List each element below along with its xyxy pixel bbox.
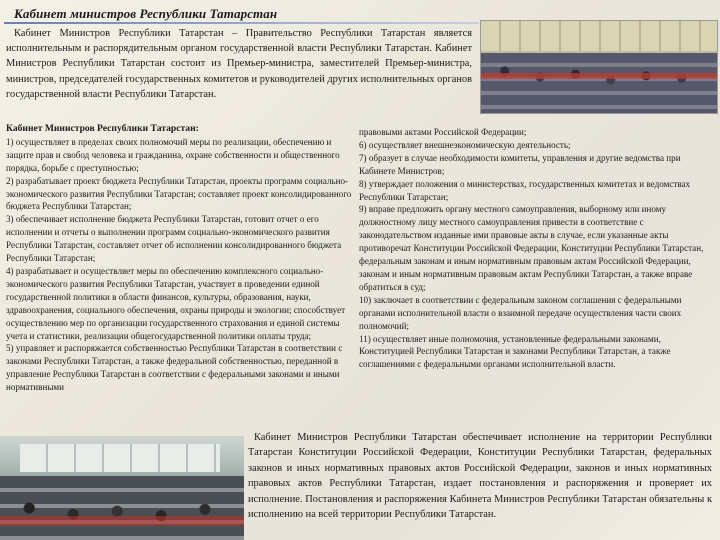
power-item: 3) обеспечивает исполнение бюджета Республики Татарстан, готовит отчет о его исполнении и отчеты о выполнении программ социально-экономического развития Республики Татарстан, составляет отчет об исполнении консолидированного бюджета Республики Татарстан; [6, 214, 342, 264]
power-item: 10) заключает в соответствии с федеральным законом соглашения с федеральными органами исполнительной власти о взаимной передаче осуществления части своих полномочий; [359, 294, 682, 331]
session-photo-top [480, 20, 718, 114]
intro-paragraph: Кабинет Министров Республики Татарстан – Правительство Республики Татарстан является исполнительным и распорядительным органом государственной власти Республики Татарстан. Кабинет Министров Республики Татарстан состоит из Премьер-министра, заместителей Премьер-министра, министров, председателей государственных комитетов и руководителей других исполнительных органов государственной власти Республики Татарстан. [6, 28, 472, 100]
power-item: 11) осуществляет иные полномочия, установленные федеральными законами, Конституцией Республики Татарстан и законами Республики Татарстан, а также соглашениями с федеральными органами исполнительной власти. [359, 333, 671, 370]
page-title: Кабинет министров Республики Татарстан [14, 6, 278, 21]
powers-heading: Кабинет Министров Республики Татарстан: [6, 123, 199, 134]
title-underline [4, 22, 479, 24]
session-photo-bottom [0, 436, 244, 540]
power-item: 5) управляет и распоряжается собственностью Республики Татарстан в соответствии с законами Республики Татарстан, а также федеральной собственностью, переданной в управление Республики Татарстан в соответствии с федеральными законами и иными нормативными [6, 343, 343, 393]
power-item: 7) образует в случае необходимости комитеты, управления и другие ведомства при Кабинете Министров; [359, 152, 681, 176]
power-item: 4) разрабатывает и осуществляет меры по обеспечению комплексного социально-экономического развития Республики Татарстан, участвует в проведении единой государственной политики в области финансов, культуры, образования, науки, здравоохранения, социального обеспечения, охраны природы и экологии; способствует осуществлению мер по организации государственного страхования и единой системы учета и статистики, реализации общегосударственной политики оплаты труда; [6, 265, 346, 341]
powers-right-column [359, 126, 711, 371]
power-item: 1) осуществляет в пределах своих полномочий меры по реализации, обеспечению и защите прав и свобод человека и гражданина, охране собственности и общественного порядка, борьбе с преступностью; [6, 136, 340, 173]
power-item: 6) осуществляет внешнеэкономическую деятельность; [359, 139, 571, 150]
power-item: 8) утверждает положения о министерствах, государственных комитетах и ведомствах Республики Татарстан; [359, 178, 691, 202]
powers-left-column [6, 123, 354, 394]
power-item: 2) разрабатывает проект бюджета Республики Татарстан, проекты программ социально-экономического развития Республики Татарстан; составляет проект консолидированного бюджета Республики Татарстан; [6, 175, 352, 212]
power-item: 9) вправе предложить органу местного самоуправления, выборному или иному должностному лицу местного самоуправления привести в соответствие с законодательством изданные ими правовые акты в случае, если указанные акты противоречат Конституции Российской Федерации, Конституции Республики Татарстан, федеральным законам и иным нормативным правовым актам Российской Федерации, законам и иным нормативным правовым актам Республики Татарстан, а также вправе обратиться в суд; [359, 204, 704, 292]
conclusion-paragraph: Кабинет Министров Республики Татарстан обеспечивает исполнение на территории Республики Татарстан Конституции Российской Федерации, Конституции Республики Татарстан, федеральных законов и иных нормативных правовых актов Российской Федерации, законов и иных нормативных правовых актов Республики Татарстан, издает постановления и распоряжения и проверяет их исполнение. Постановления и распоряжения Кабинета Министров Республики Татарстан обязательны к исполнению на всей территории Республики Татарстан. [248, 432, 712, 521]
power-item: правовыми актами Российской Федерации; [359, 127, 527, 137]
